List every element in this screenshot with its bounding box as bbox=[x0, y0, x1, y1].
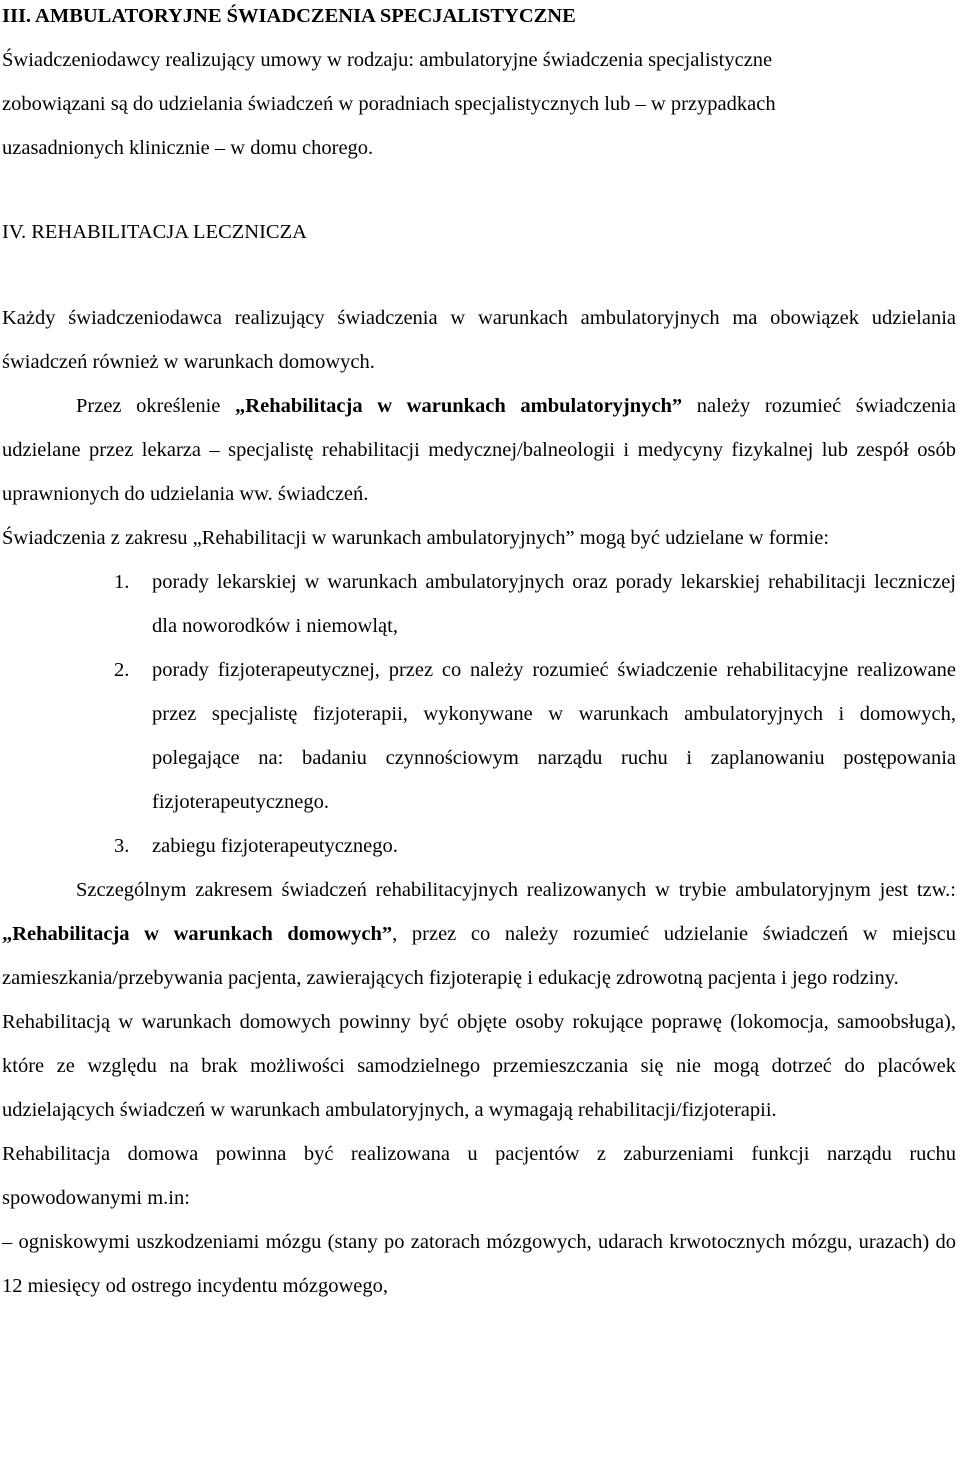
para-2-rest: należy rozumieć świadczenia udzielane przez lekarza – specjalistę rehabilitacji medycznej/balneologii i medycyny fizykalnej lub zespół osób uprawnionych do udzielania ww. świadczeń. bbox=[2, 395, 956, 505]
list-item-text: porady fizjoterapeutycznej, przez co należy rozumieć świadczenie rehabilitacyjne realizowane przez specjalistę fizjoterapii, wykonywane w warunkach ambulatoryjnych i domowych, polegające na: badaniu czynnościowym narządu ruchu i zaplanowaniu postępowania fizjoterapeutycznego. bbox=[152, 659, 956, 813]
para-4-rest: , przez co należy rozumieć udzielanie świadczeń w miejscu zamieszkania/przebywania pacjenta, zawierających fizjoterapię i edukację zdrowotną pacjenta i jego rodziny. bbox=[2, 923, 956, 989]
list-item-number: 3. bbox=[114, 835, 130, 857]
list-item bbox=[2, 560, 956, 648]
section-4-paragraph-1: Każdy świadczeniodawca realizujący świadczenia w warunkach ambulatoryjnych ma obowiązek udzielania świadczeń również w warunkach domowych. bbox=[2, 307, 956, 373]
section-3-line-2: zobowiązani są do udzielania świadczeń w poradniach specjalistycznych lub – w przypadkach bbox=[2, 93, 776, 115]
section-4-paragraph-7: – ogniskowymi uszkodzeniami mózgu (stany po zatorach mózgowych, udarach krwotocznych mózgu, urazach) do 12 miesięcy od ostrego incydentu mózgowego, bbox=[2, 1231, 956, 1297]
section-3-line-1: Świadczeniodawcy realizujący umowy w rodzaju: ambulatoryjne świadczenia specjalistyczne bbox=[2, 49, 773, 71]
list-item bbox=[2, 824, 956, 868]
list-item-text: zabiegu fizjoterapeutycznego. bbox=[152, 835, 398, 857]
para-2-term: „Rehabilitacja w warunkach ambulatoryjnych” bbox=[235, 395, 683, 417]
section-3-line-3: uzasadnionych klinicznie – w domu chorego. bbox=[2, 137, 374, 159]
list-item-text: porady lekarskiej w warunkach ambulatoryjnych oraz porady lekarskiej rehabilitacji leczniczej dla noworodków i niemowląt, bbox=[152, 571, 956, 637]
section-4-paragraph-5: Rehabilitacją w warunkach domowych powinny być objęte osoby rokujące poprawę (lokomocja, samoobsługa), które ze względu na brak możliwości samodzielnego przemieszczania się nie mogą dotrzeć do placówek udzielających świadczeń w warunkach ambulatoryjnych, a wymagają rehabilitacji/fizjoterapii. bbox=[2, 1011, 956, 1121]
para-4-term: „Rehabilitacja w warunkach domowych” bbox=[2, 923, 393, 945]
para-2-lead: Przez określenie bbox=[76, 395, 236, 417]
section-4-heading: IV. REHABILITACJA LECZNICZA bbox=[2, 221, 307, 243]
forms-list bbox=[2, 560, 956, 868]
section-4-paragraph-2 bbox=[2, 384, 956, 516]
section-3-heading: III. AMBULATORYJNE ŚWIADCZENIA SPECJALISTYCZNE bbox=[2, 5, 576, 27]
para-4-lead: Szczególnym zakresem świadczeń rehabilitacyjnych realizowanych w trybie ambulatoryjnym jest tzw.: bbox=[76, 879, 956, 901]
section-3-paragraph bbox=[2, 38, 956, 170]
section-4-paragraph-3: Świadczenia z zakresu „Rehabilitacji w warunkach ambulatoryjnych” mogą być udzielane w formie: bbox=[2, 527, 830, 549]
section-4-paragraph-6: Rehabilitacja domowa powinna być realizowana u pacjentów z zaburzeniami funkcji narządu ruchu spowodowanymi m.in: bbox=[2, 1143, 956, 1209]
section-4-paragraph-4 bbox=[2, 868, 956, 1000]
list-item-number: 1. bbox=[114, 571, 130, 593]
list-item bbox=[2, 648, 956, 824]
list-item-number: 2. bbox=[114, 659, 130, 681]
